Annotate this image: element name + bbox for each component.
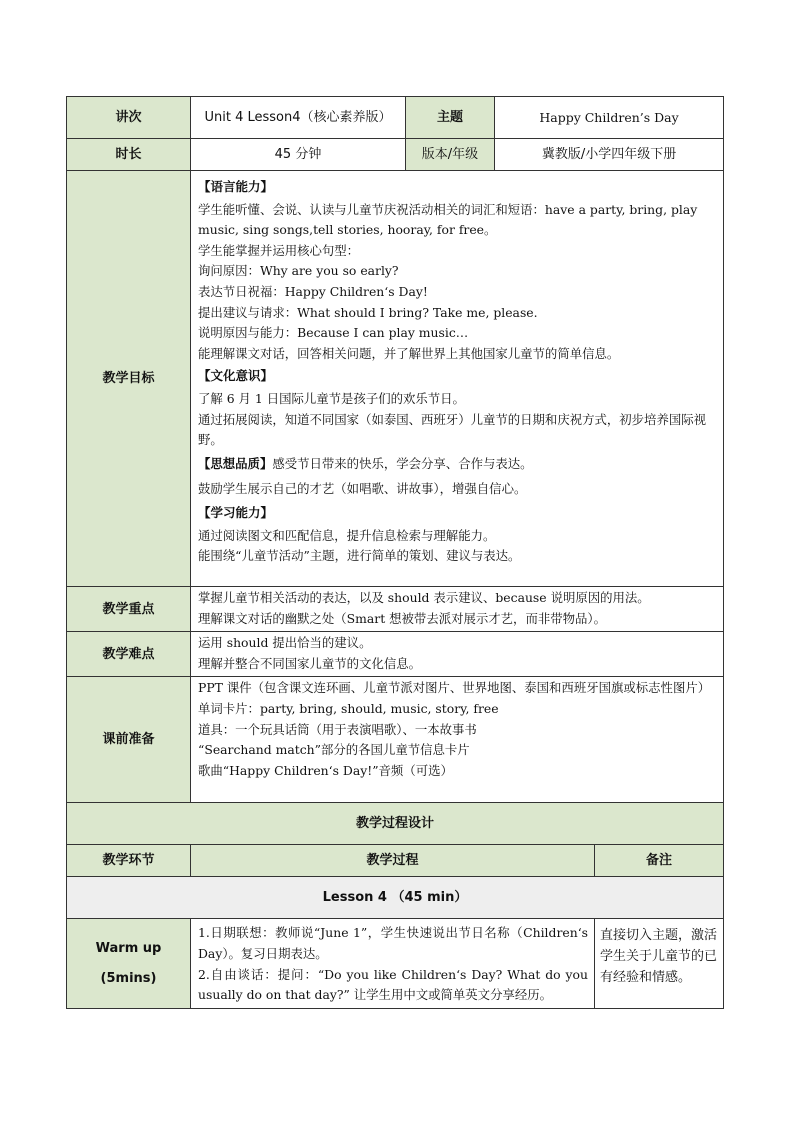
edition-label: 版本/年级 [406, 139, 495, 171]
preparation-line: 单词卡片：party, bring, should, music, story, free [198, 700, 499, 716]
language-line: 说明原因与能力：Because I can play music… [198, 325, 469, 341]
duration-value: 45 分钟 [191, 139, 406, 171]
difficulties-content [191, 632, 724, 677]
preparation-content [191, 677, 724, 803]
thinking-line: 鼓励学生展示自己的才艺（如唱歌、讲故事），增强自信心。 [198, 481, 527, 497]
warmup-stage [67, 919, 191, 1008]
duration-label: 时长 [67, 139, 191, 171]
warmup-note: 直接切入主题，激活学生关于儿童节的已有经验和情感。 [595, 919, 724, 1008]
culture-line: 通过拓展阅读，知道不同国家（如泰国、西班牙）儿童节的日期和庆祝方式，初步培养国际视野。 [198, 411, 707, 448]
preparation-line: 道具：一个玩具话筒（用于表演唱歌）、一本故事书 [198, 721, 477, 737]
warmup-line: 2.自由谈话：提问：“Do you like Children‘s Day? What do you usually do on that day?” 让学生用中文或简单英文分享经历。 [198, 966, 588, 1003]
language-line: 提出建议与请求：What should I bring? Take me, please. [198, 304, 538, 320]
thinking-heading: 【思想品质】 [198, 455, 273, 471]
lesson-title: Lesson 4 （45 min） [67, 877, 724, 919]
key-points-label: 教学重点 [67, 587, 191, 632]
warmup-label: Warm up [95, 940, 162, 956]
preparation-line: “Searchand match”部分的各国儿童节信息卡片 [198, 742, 470, 758]
process-column-header: 教学过程 [191, 845, 595, 877]
learning-line: 能围绕“儿童节活动”主题，进行简单的策划、建议与表达。 [198, 548, 521, 564]
key-point-line: 理解课文对话的幽默之处（Smart 想被带去派对展示才艺，而非带物品）。 [198, 610, 606, 626]
note-column-header: 备注 [595, 845, 724, 877]
language-line: 表达节日祝福：Happy Children‘s Day! [198, 283, 428, 299]
language-line: 询问原因：Why are you so early? [198, 263, 399, 279]
language-line: 学生能掌握并运用核心句型： [198, 242, 360, 258]
key-points-content [191, 587, 724, 632]
topic-label: 主题 [406, 97, 495, 139]
goals-label: 教学目标 [67, 171, 191, 587]
language-heading: 【语言能力】 [198, 179, 274, 194]
preparation-line: 歌曲“Happy Children‘s Day!”音频（可选） [198, 762, 453, 778]
language-line: 学生能听懂、会说、认读与儿童节庆祝活动相关的词汇和短语：have a party, bring, play music, sing songs,tell stories, hooray, for free。 [198, 201, 698, 238]
warmup-line: 1.日期联想：教师说“June 1”，学生快速说出节日名称（Children‘s Day）。复习日期表达。 [198, 925, 588, 961]
learning-line: 通过阅读图文和匹配信息，提升信息检索与理解能力。 [198, 527, 496, 543]
preparation-line: PPT 课件（包含课文连环画、儿童节派对图片、世界地图、泰国和西班牙国旗或标志性图片） [198, 680, 711, 696]
preparation-label: 课前准备 [67, 677, 191, 803]
process-title: 教学过程设计 [67, 803, 724, 845]
topic-value: Happy Children’s Day [495, 97, 724, 139]
lecture-value: Unit 4 Lesson4（核心素养版） [191, 97, 406, 139]
language-line: 能理解课文对话，回答相关问题，并了解世界上其他国家儿童节的简单信息。 [198, 345, 620, 361]
difficulty-line: 理解并整合不同国家儿童节的文化信息。 [198, 655, 422, 671]
learning-heading: 【学习能力】 [198, 504, 274, 520]
stage-column-header: 教学环节 [67, 845, 191, 877]
warmup-time: (5mins) [100, 970, 157, 986]
edition-value: 冀教版/小学四年级下册 [495, 139, 724, 171]
culture-line: 了解 6 月 1 日国际儿童节是孩子们的欢乐节日。 [198, 390, 465, 406]
warmup-content [191, 919, 595, 1008]
difficulties-label: 教学难点 [67, 632, 191, 677]
thinking-text: 感受节日带来的快乐，学会分享、合作与表达。 [272, 455, 533, 471]
key-point-line: 掌握儿童节相关活动的表达，以及 should 表示建议、because 说明原因的用法。 [198, 590, 650, 605]
goals-content [191, 171, 724, 587]
lecture-label: 讲次 [67, 97, 191, 139]
difficulty-line: 运用 should 提出恰当的建议。 [198, 635, 372, 651]
culture-heading: 【文化意识】 [198, 368, 274, 384]
lesson-plan-table [66, 96, 724, 1009]
